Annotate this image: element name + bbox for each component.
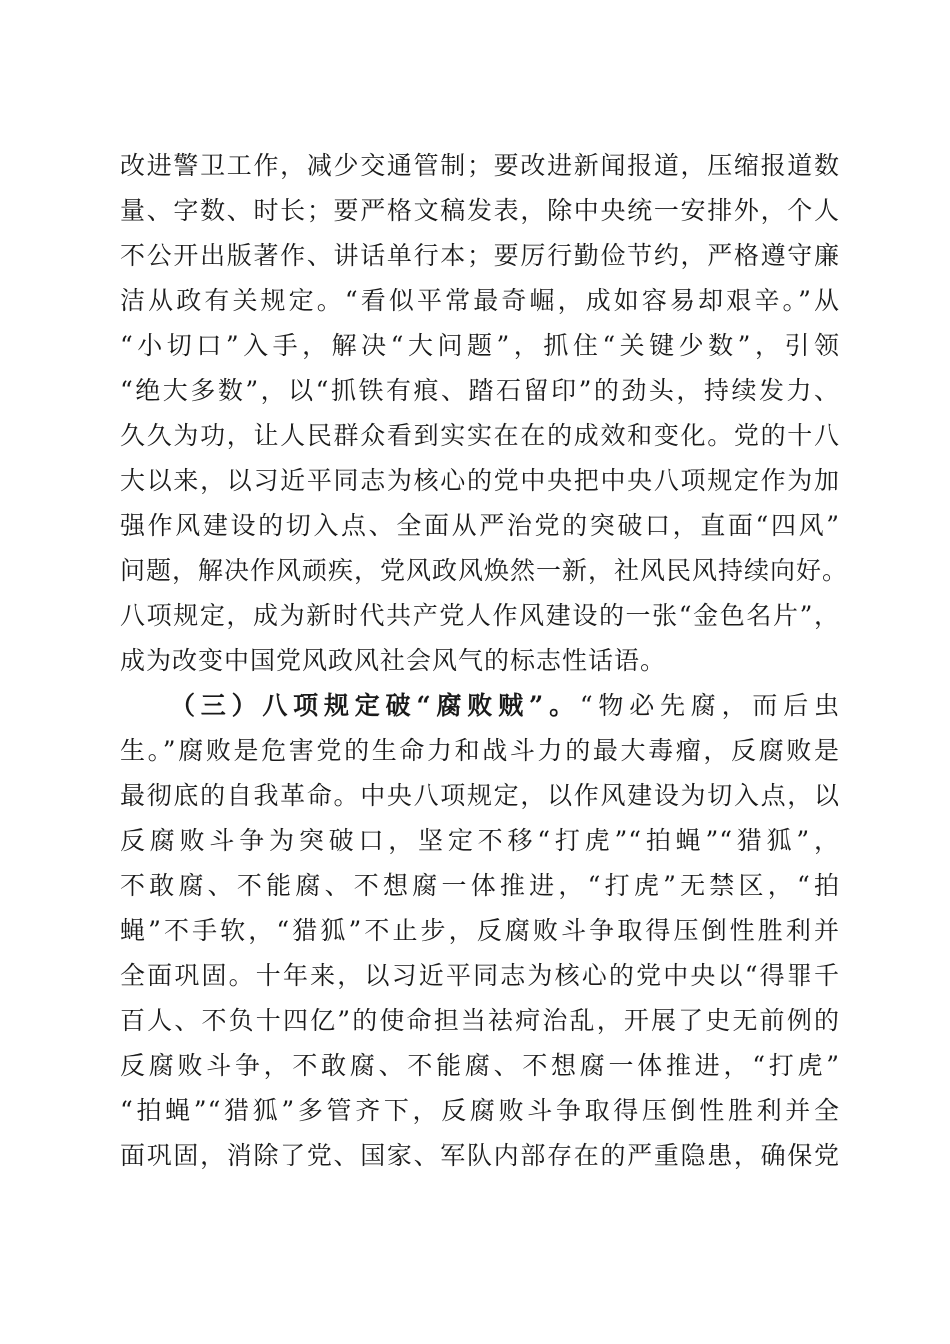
text-line: 洁从政有关规定。“看似平常最奇崛，成如容易却艰辛。”从	[120, 286, 840, 315]
text-line: 不公开出版著作、讲话单行本；要厉行勤俭节约，严格遵守廉	[120, 241, 840, 270]
text-line: 最彻底的自我革命。中央八项规定，以作风建设为切入点，以	[120, 781, 840, 810]
text-line: 问题，解决作风顽疾，党风政风焕然一新，社风民风持续向好。	[120, 556, 849, 585]
text-line: 不敢腐、不能腐、不想腐一体推进，“打虎”无禁区，“拍	[120, 871, 840, 900]
text-line: 全面巩固。十年来，以习近平同志为核心的党中央以“得罪千	[120, 961, 840, 990]
text-line: 久久为功，让人民群众看到实实在在的成效和变化。党的十八	[120, 421, 840, 450]
section-heading-line	[120, 683, 840, 728]
paragraph	[120, 143, 849, 683]
text-line: “绝大多数”，以“抓铁有痕、踏石留印”的劲头，持续发力、	[120, 376, 840, 405]
text-line: 面巩固，消除了党、国家、军队内部存在的严重隐患，确保党	[120, 1141, 840, 1170]
text-line: 强作风建设的切入点、全面从严治党的突破口，直面“四风”	[120, 511, 840, 540]
text-line: 百人、不负十四亿”的使命担当祛疴治乱，开展了史无前例的	[120, 1006, 840, 1035]
text-line: 反腐败斗争，不敢腐、不能腐、不想腐一体推进，“打虎”	[120, 1051, 840, 1080]
text-line: 成为改变中国党风政风社会风气的标志性话语。	[120, 646, 667, 675]
text-line: 蝇”不手软，“猎狐”不止步，反腐败斗争取得压倒性胜利并	[120, 916, 840, 945]
heading-line-text: “物必先腐，而后虫	[579, 691, 840, 720]
text-line: 八项规定，成为新时代共产党人作风建设的一张“金色名片”，	[120, 601, 840, 630]
text-line: 生。”腐败是危害党的生命力和战斗力的最大毒瘤，反腐败是	[120, 736, 840, 765]
text-line: 改进警卫工作，减少交通管制；要改进新闻报道，压缩报道数	[120, 151, 840, 180]
section-heading: （三）八项规定破“腐败贼”。	[170, 691, 580, 720]
text-line: “小切口”入手，解决“大问题”，抓住“关键少数”，引领	[120, 331, 840, 360]
paragraph	[120, 683, 840, 1178]
text-line: 反腐败斗争为突破口，坚定不移“打虎”“拍蝇”“猎狐”，	[120, 826, 840, 855]
text-line: “拍蝇”“猎狐”多管齐下，反腐败斗争取得压倒性胜利并全	[120, 1096, 840, 1125]
text-line: 量、字数、时长；要严格文稿发表，除中央统一安排外，个人	[120, 196, 840, 225]
text-line: 大以来，以习近平同志为核心的党中央把中央八项规定作为加	[120, 466, 840, 495]
document-body	[120, 143, 849, 1178]
